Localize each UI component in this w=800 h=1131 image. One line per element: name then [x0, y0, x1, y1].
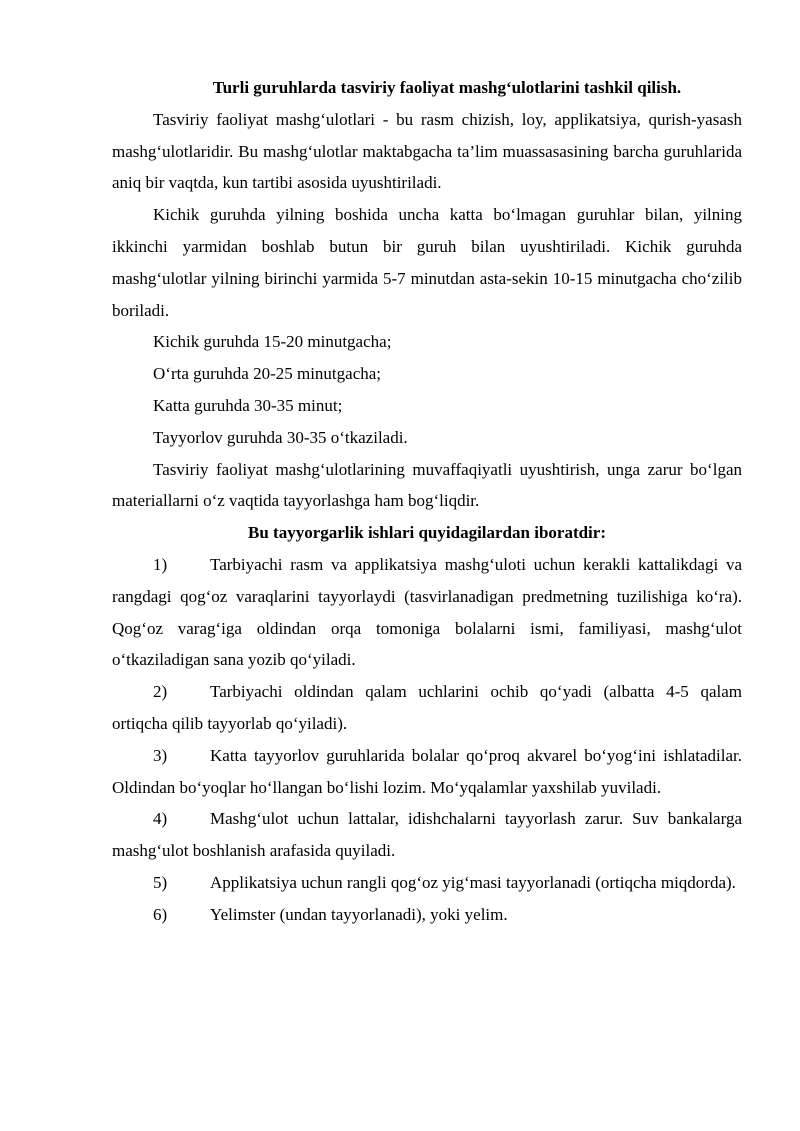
list-item-text: Mashg‘ulot uchun lattalar, idishchalarni tayyorlash zarur. Suv bankalarga mashg‘ulot boshlanish arafasida quyiladi. [112, 809, 742, 861]
section-subtitle: Bu tayyorgarlik ishlari quyidagilardan iboratdir: [248, 523, 606, 543]
duration-line: O‘rta guruhda 20-25 minutgacha; [153, 364, 382, 384]
paragraph: Tasviriy faoliyat mashg‘ulotlarining muvaffaqiyatli uyushtirish, unga zarur bo‘lgan materiallarni o‘z vaqtida tayyorlashga ham bog‘liqdir. [112, 459, 742, 511]
list-item-number: 4) [153, 809, 168, 829]
list-item-text: Tarbiyachi oldindan qalam uchlarini ochib qo‘yadi (albatta 4-5 qalam ortiqcha qilib tayyorlab qo‘yiladi). [112, 682, 742, 733]
paragraph: Tasviriy faoliyat mashg‘ulotlari - bu rasm chizish, loy, applikatsiya, qurish-yasash mashg‘ulotlaridir. Bu mashg‘ulotlar maktabgacha ta’lim muassasasining barcha guruhlarida aniq bir vaqtda, kun tartibi asosida uyushtiriladi. [112, 109, 742, 193]
list-item-number: 6) [153, 904, 168, 924]
duration-line: Kichik guruhda 15-20 minutgacha; [153, 332, 392, 352]
list-item-text: Katta tayyorlov guruhlarida bolalar qo‘proq akvarel bo‘yog‘ini ishlatadilar. Oldindan bo‘yoqlar ho‘llangan bo‘lishi lozim. Mo‘yqalamlar yaxshilab yuviladi. [112, 745, 742, 797]
list-item-text: Applikatsiya uchun rangli qog‘oz yig‘masi tayyorlanadi (ortiqcha miqdorda). [210, 872, 736, 892]
list-item [112, 803, 742, 867]
list-item [112, 549, 742, 676]
duration-line: Katta guruhda 30-35 minut; [153, 395, 343, 415]
list-item-number: 3) [153, 745, 168, 765]
document-title: Turli guruhlarda tasviriy faoliyat mashg‘ulotlarini tashkil qilish. [212, 78, 682, 97]
list-item-number: 5) [153, 872, 168, 892]
list-item-text: Tarbiyachi rasm va applikatsiya mashg‘uloti uchun kerakli kattalikdagi va rangdagi qog‘oz varaqlarini tayyorlaydi (tasvirlanadigan predmetning tuzilishiga ko‘ra). Qog‘oz varag‘iga oldindan orqa tomoniga bolalarni ismi, familiyasi, mashg‘ulot o‘tkaziladigan sana yozib qo‘yiladi. [112, 554, 742, 670]
paragraph: Kichik guruhda yilning boshida uncha katta bo‘lmagan guruhlar bilan, yilning ikkinchi yarmidan boshlab butun bir guruh bilan uyushtiriladi. Kichik guruhda mashg‘ulotlar yilning birinchi yarmida 5-7 minutdan asta-sekin 10-15 minutgacha cho‘zilib boriladi. [112, 205, 742, 320]
list-item-number: 1) [153, 554, 168, 574]
document-page [112, 72, 742, 931]
list-item-text: Yelimster (undan tayyorlanadi), yoki yelim. [210, 904, 508, 924]
list-item [112, 740, 742, 804]
list-item [112, 867, 742, 899]
list-item [112, 676, 742, 740]
duration-line: Tayyorlov guruhda 30-35 o‘tkaziladi. [153, 427, 408, 447]
list-item-number: 2) [153, 682, 168, 702]
list-item [112, 899, 742, 931]
